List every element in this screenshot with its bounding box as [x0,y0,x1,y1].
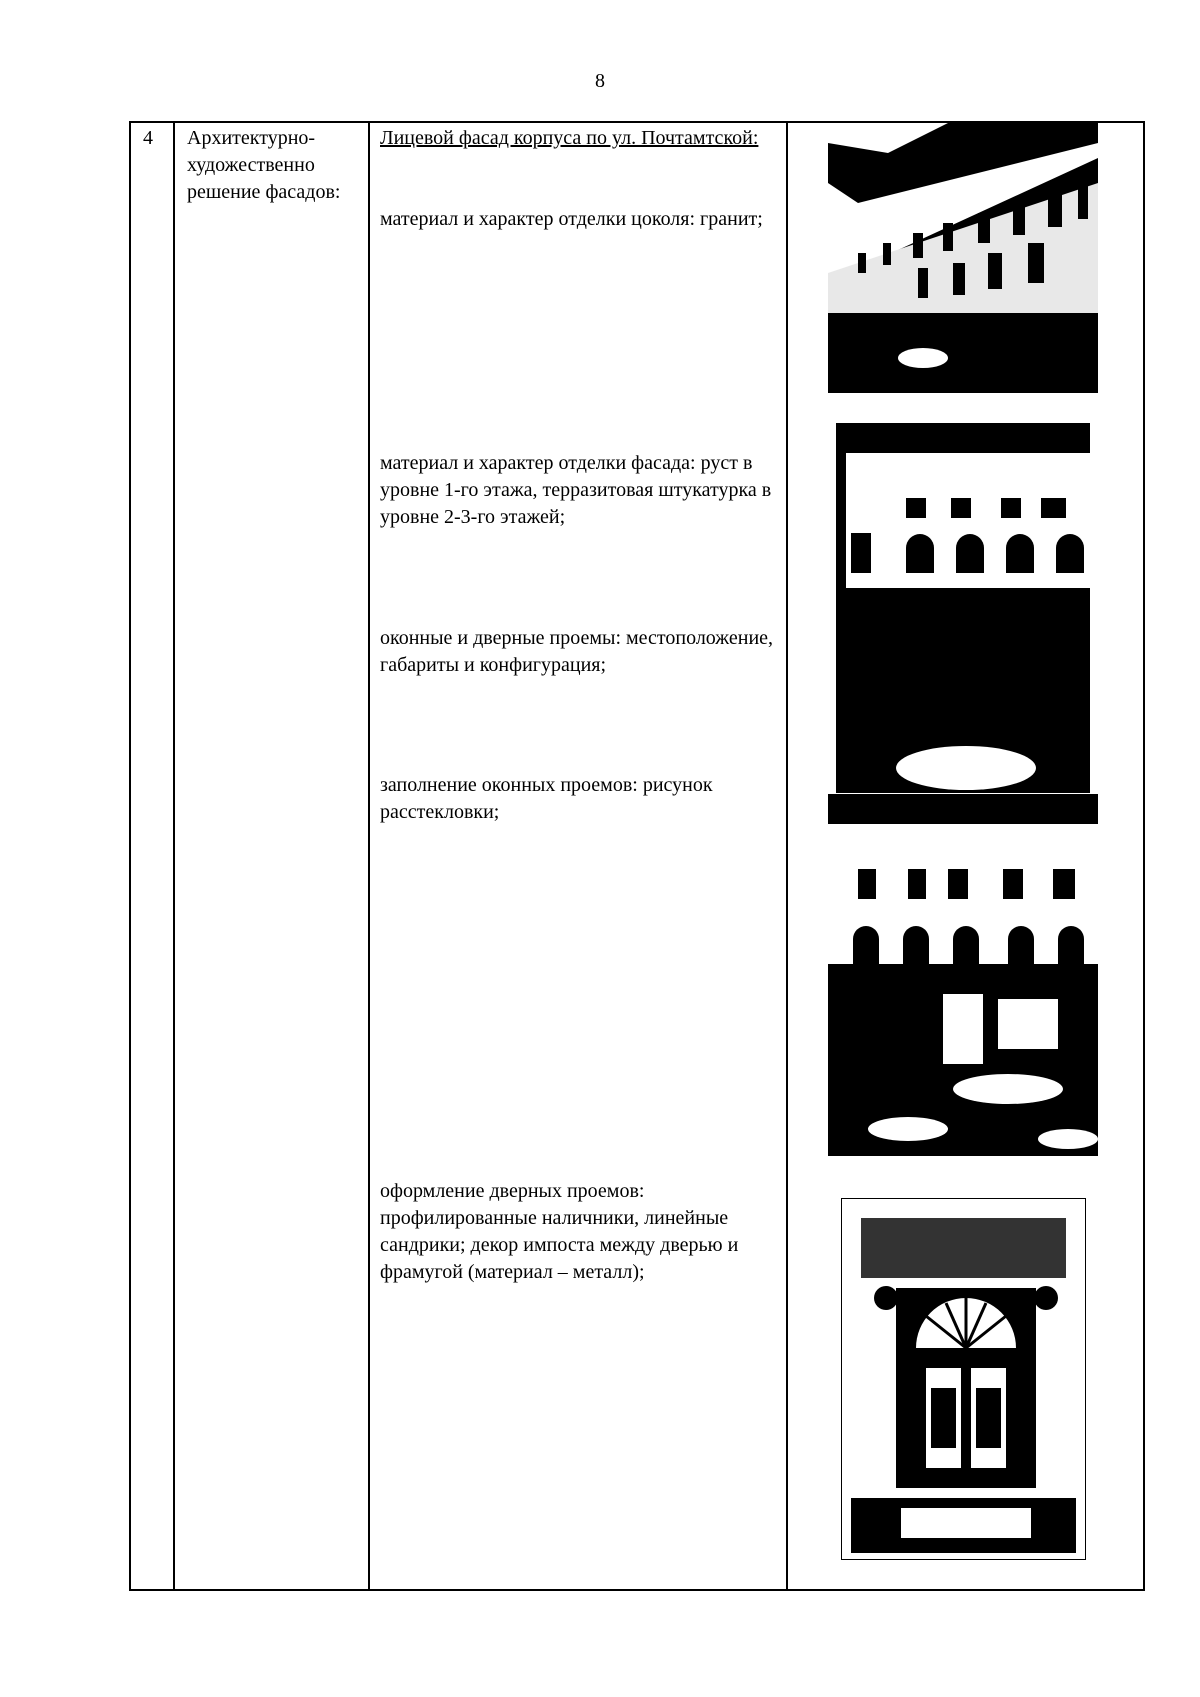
page-number: 8 [595,70,605,92]
door-photo [841,1198,1086,1560]
section-title [380,125,780,152]
column-divider [173,123,175,1589]
section-title-text: Лицевой фасад корпуса по ул. Почтамтской: [380,127,759,149]
item-facade-finish: материал и характер отделки фасада: руст в уровне 1-го этажа, терразитовая штукатурка в уровне 2-3-го этажей; [380,452,772,528]
item-plinth: материал и характер отделки цоколя: гранит; [380,208,763,230]
column-divider [786,123,788,1589]
facade-photo-1 [828,123,1098,393]
item-window-glazing: заполнение оконных проемов: рисунок расстекловки; [380,774,713,823]
column-divider [368,123,370,1589]
table [129,121,1145,1591]
facade-photo-3 [828,794,1098,1156]
item-openings: оконные и дверные проемы: местоположение, габариты и конфигурация; [380,627,774,676]
row-number: 4 [143,127,153,149]
row-heading: Архитектурно-художественно решение фасадов: [187,127,341,203]
item-door-decoration: оформление дверных проемов: профилированные наличники, линейные сандрики; декор импоста между дверью и фрамугой (материал – металл); [380,1180,739,1283]
facade-photo-2 [836,423,1090,793]
